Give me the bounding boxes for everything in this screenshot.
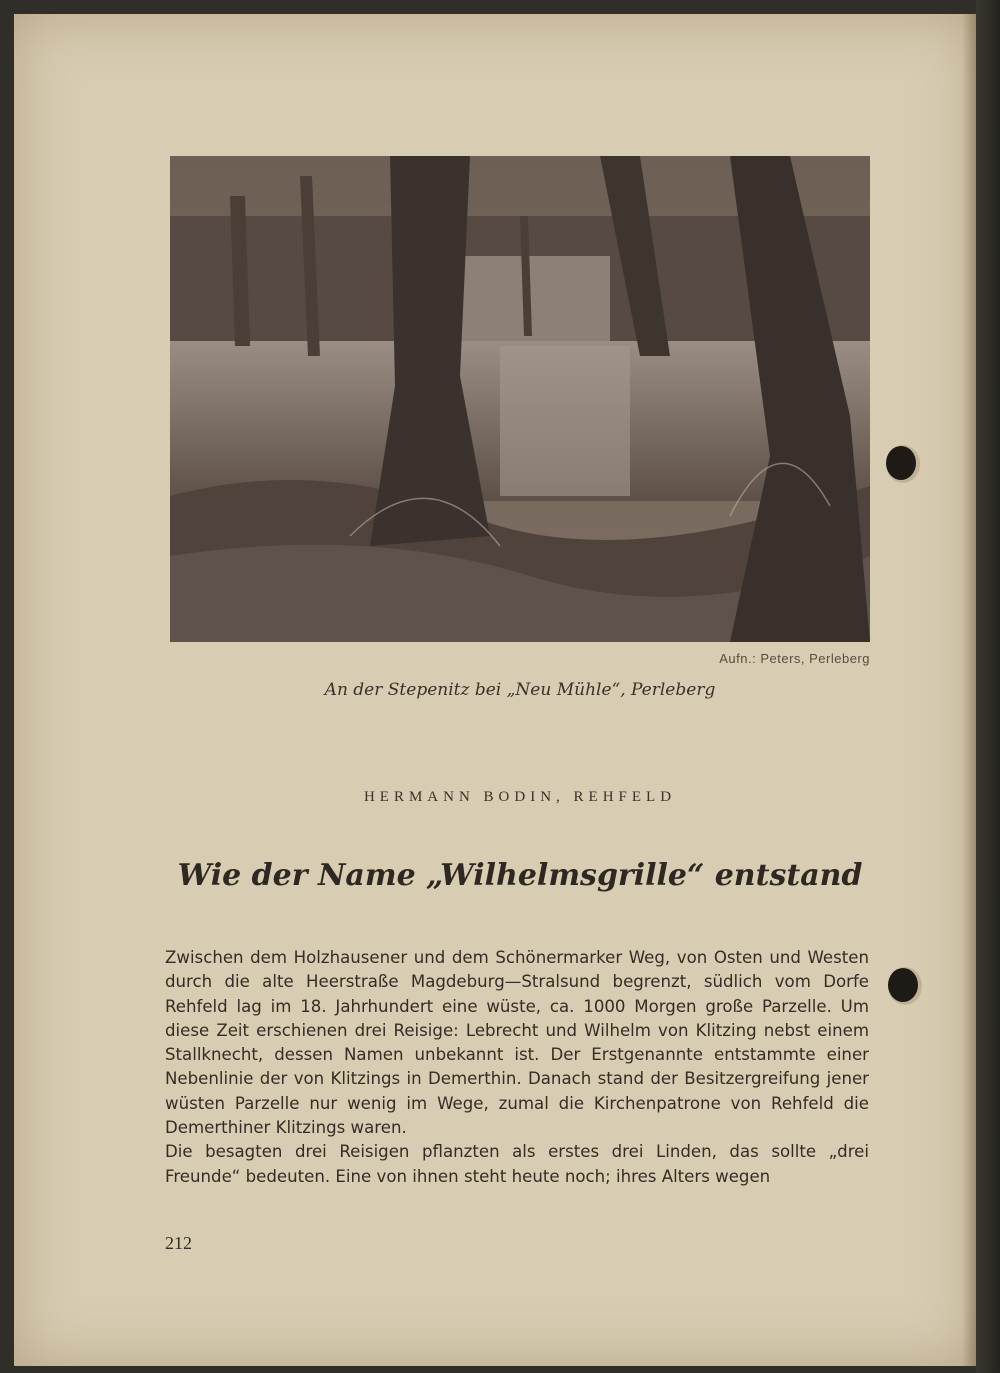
paragraph: Die besagten drei Reisigen pflanzten als erstes drei Linden, das sollte „drei Freunde“ bedeuten. Eine von ihnen steht heute noch; ihres Alters wegen: [165, 1142, 869, 1186]
paragraph: Zwischen dem Holzhausener und dem Schönermarker Weg, von Osten und Westen durch die alte Heerstraße Magdeburg—Stralsund begrenzt, südlich vom Dorfe Rehfeld lag im 18. Jahrhundert eine wüste, ca. 1000 Morgen große Parzelle. Um diese Zeit erschienen drei Reisige: Lebrecht und Wilhelm von Klitzing nebst einem Stallknecht, dessen Namen unbekannt ist. Der Erstgenannte entstammte einer Nebenlinie der von Klitzings in Demerthin. Danach stand der Besitzergreifung jener wüsten Parzelle nur wenig im Wege, zumal die Kirchenpatrone von Rehfeld die Demerthiner Klitzings waren.: [165, 948, 869, 1138]
river-photo-illustration: [170, 156, 870, 642]
page-number: 212: [165, 1233, 192, 1253]
punch-hole: [886, 446, 916, 480]
punch-hole: [888, 968, 918, 1002]
river-photo: [170, 156, 870, 642]
photo-caption: An der Stepenitz bei „Neu Mühle“, Perleberg: [324, 680, 716, 700]
photo-credit: Aufn.: Peters, Perleberg: [719, 651, 870, 666]
article-title: Wie der Name „Wilhelmsgrille“ entstand: [177, 858, 863, 893]
article-body: [165, 946, 869, 1189]
author-line: HERMANN BODIN, REHFELD: [363, 789, 677, 805]
binding-edge: [976, 0, 1000, 1373]
